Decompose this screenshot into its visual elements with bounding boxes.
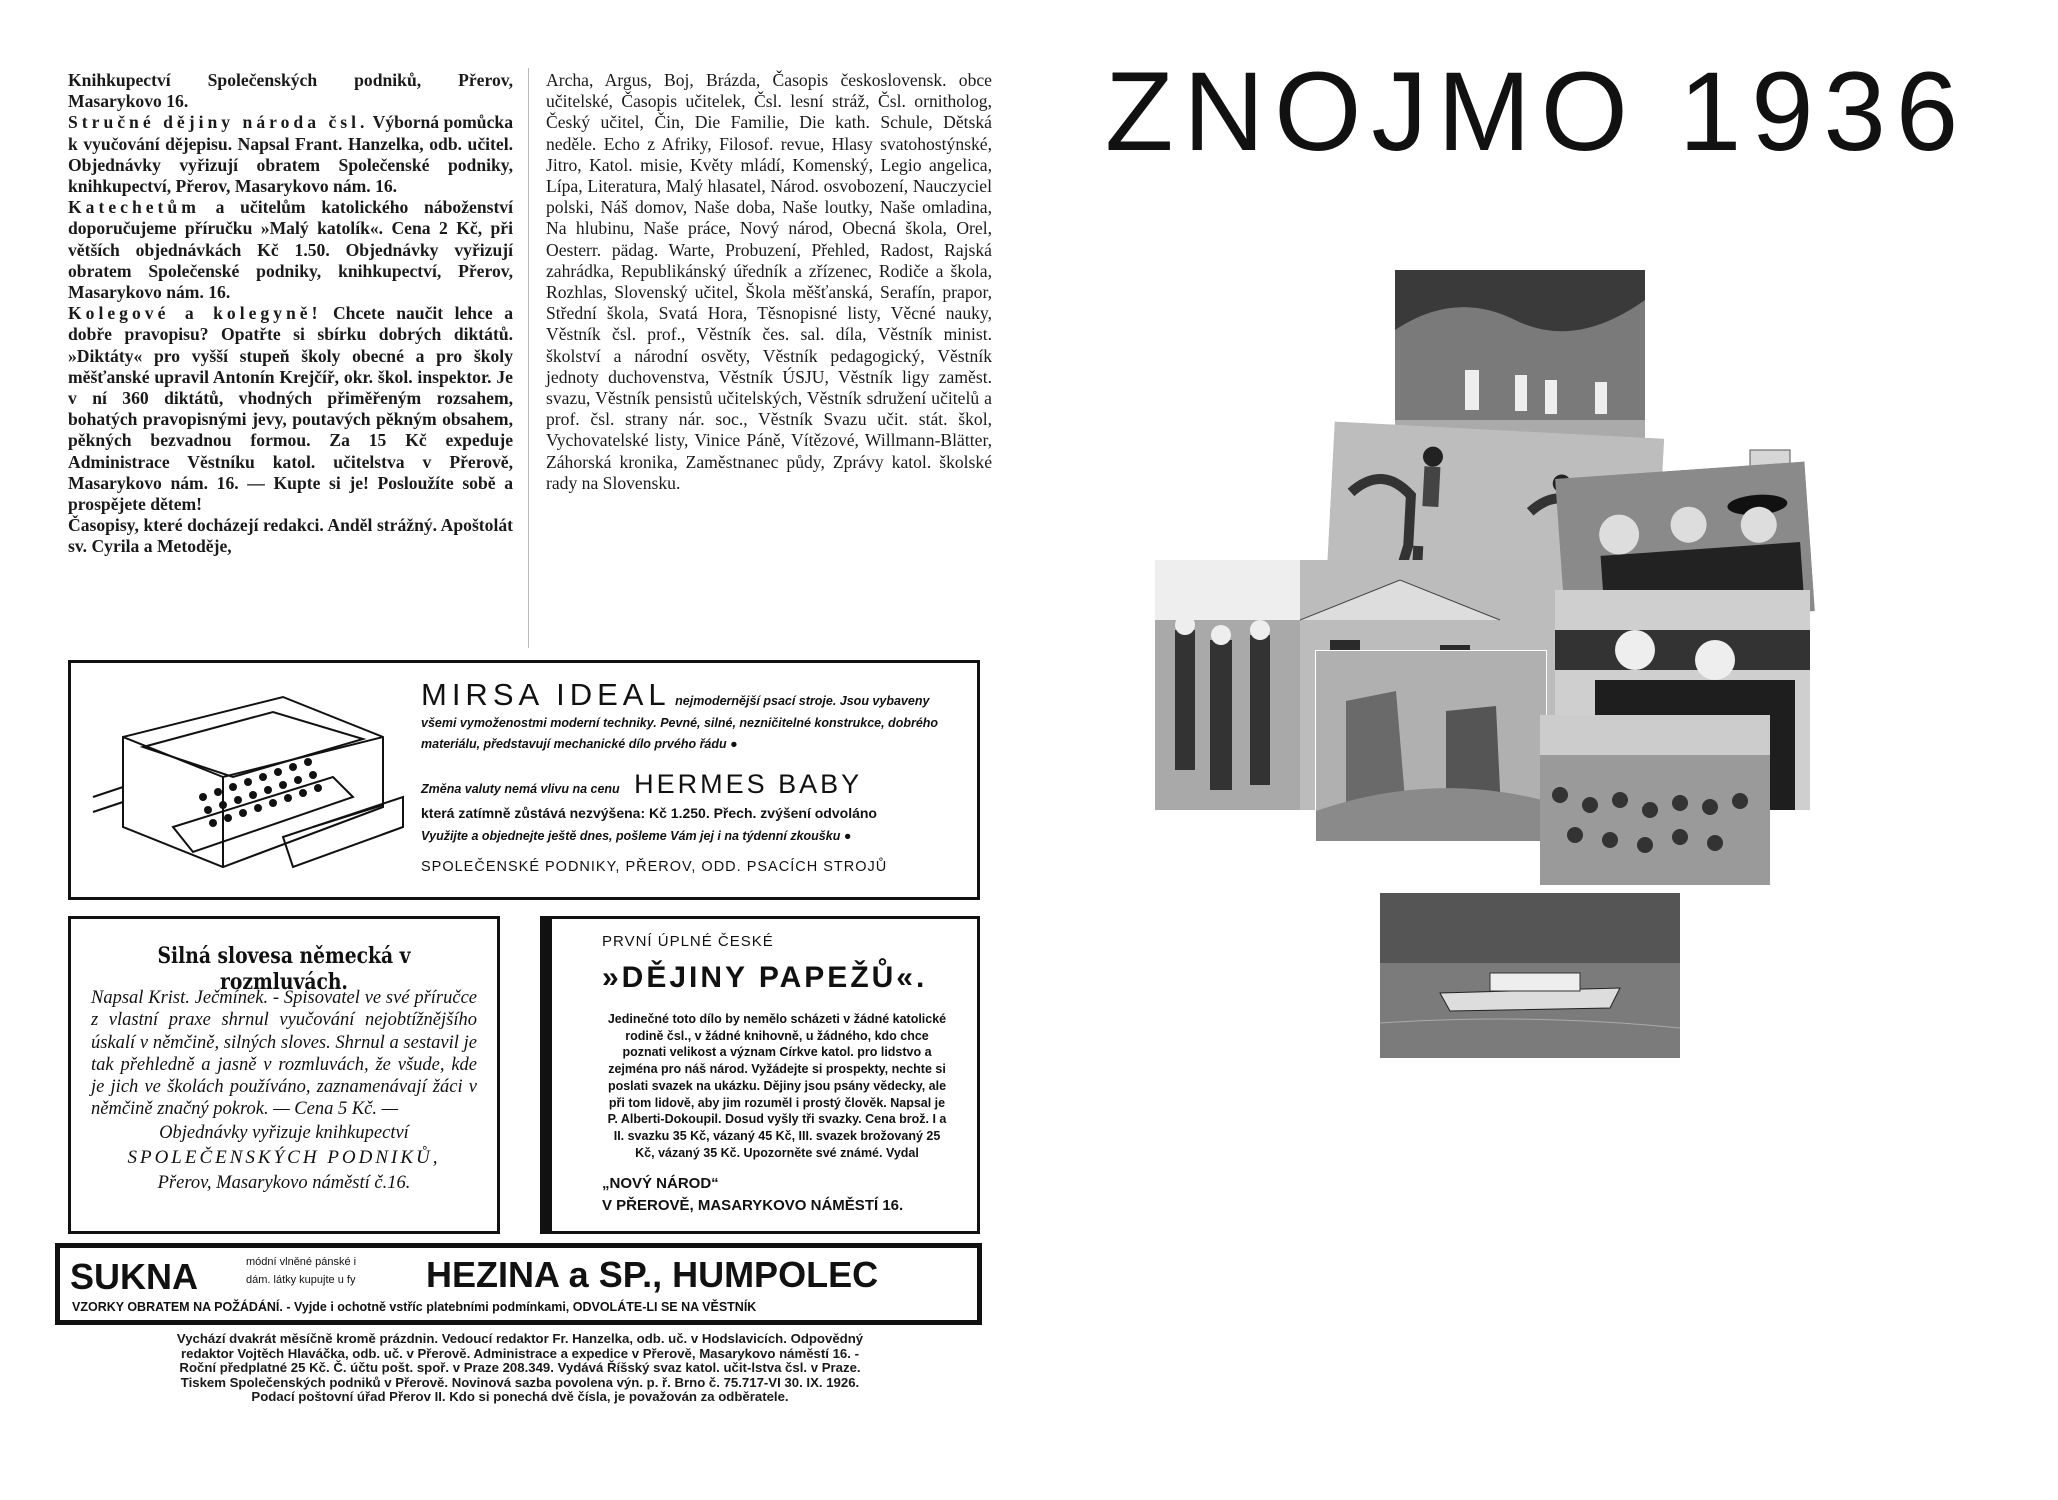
ad-silna-slovesa bbox=[68, 916, 500, 1234]
ad-dejiny-papezu bbox=[540, 916, 980, 1234]
imprint-line-5: Podací poštovní úřad Přerov II. Kdo si ponechá dvě čísla, je považován za odběratele. bbox=[251, 1389, 789, 1404]
photo-people-hillside bbox=[1395, 270, 1645, 442]
imprint bbox=[55, 1332, 985, 1405]
hermes-offer: Využijte a objednejte ještě dnes, pošleme Vám jej i na týdenní zkoušku ● bbox=[421, 829, 852, 843]
paragraph-periodicals: Archa, Argus, Boj, Brázda, Časopis československ. obce učitelské, Časopis učitelek, Čsl. lesní stráž, Čsl. ornitholog, Český učitel, Čin, Die Familie, Die kath. Schule, Dětská neděle. Echo z Afriky, Filosof. revue, Hlasy svatohostýnské, Jitro, Katol. misie, Květy mládí, Komenský, Legio angelica, Lípa, Literatura, Malý hlasatel, Národ. osvobození, Nauczyciel polski, Náš domov, Naše doba, Naše loutky, Naše omladina, Na hlubinu, Naše práce, Nový národ, Obecná škola, Orel, Oesterr. pädag. Warte, Probuzení, Přehled, Radost, Rajská zahrádka, Republikánský úředník a zřízenec, Rodiče a škola, Rozhlas, Slovenský učitel, Škola měšťanská, Serafín, prapor, Střední škola, Svatá Hora, Těsnopisné listy, Věcné nauky, Věstník čsl. prof., Věstník čes. sal. díla, Věstník minist. školství a národní osvěty, Věstník pedagogický, Věstník jednoty duchovenstva, Věstník ÚSJU, Věstník ligy zaměst. svazu, Věstník pensistů učitelských, Věstník sdružení učitelů a prof. čsl. strany nár. soc., Věstník Svazu učit. stát. škol, Vychovatelské listy, Vinice Páně, Vítězové, Willmann-Blätter, Záhorská kronika, Zaměstnanec půdy, Zprávy katol. školské rady na Slovensku. bbox=[546, 70, 992, 493]
photo-castle-ruins bbox=[1315, 650, 1547, 842]
body-katechetum: a učitelům katolického náboženství doporučujeme příručku »Malý katolík«. Cena 2 Kč, při větších objednávkách Kč 1.50. Objednávky vyřizují obratem Společenské podniky, knihkupectví, Přerov, Masarykovo nám. 16. bbox=[68, 197, 513, 303]
lead-kolegove: Kolegové a kolegyně! bbox=[68, 303, 322, 324]
imprint-line-2: redaktor Vojtěch Hlaváčka, odb. uč. v Přerově. Administrace a expedice v Přerově, Masarykovo náměstí 16. - bbox=[181, 1345, 859, 1361]
ad-sukna bbox=[55, 1243, 982, 1325]
lead-dejiny: Stručné dějiny národa čsl. bbox=[68, 112, 369, 133]
photo-outdoor-assembly bbox=[1540, 715, 1770, 885]
ad-mirsa-ideal bbox=[68, 660, 980, 900]
sukna-small-1: módní vlněné pánské i bbox=[246, 1256, 357, 1268]
papezu-address: V PŘEROVĚ, MASARYKOVO NÁMĚSTÍ 16. bbox=[602, 1197, 904, 1214]
sukna-firm: HEZINA a SP., HUMPOLEC bbox=[426, 1254, 879, 1295]
sukna-line-2: VZORKY OBRATEM NA POŽÁDÁNÍ. - Vyjde i ochotně vstříc platebními podmínkami, ODVOLÁTE-LI SE NA VĚSTNÍK bbox=[72, 1300, 757, 1314]
paragraph-casopisy: Časopisy, které docházejí redakci. Anděl strážný. Apoštolát sv. Cyrila a Metoděje, bbox=[68, 515, 513, 557]
lead-katechetum: Katechetům bbox=[68, 197, 200, 218]
mirsa-footer: SPOLEČENSKÉ PODNIKY, PŘEROV, ODD. PSACÍCH STROJŮ bbox=[421, 859, 888, 875]
paragraph-dejiny bbox=[68, 112, 513, 197]
znojmo-title: ZNOJMO 1936 bbox=[1105, 49, 1969, 174]
imprint-line-1: Vychází dvakrát měsíčně kromě prázdnin. Vedoucí redaktor Fr. Hanzelka, odb. uč. v Hodslavicích. Odpovědný bbox=[176, 1331, 864, 1346]
mirsa-heading-row bbox=[421, 677, 966, 755]
slovesa-title: Silná slovesa německá v rozmluvách. bbox=[157, 943, 411, 995]
paragraph-katechetum bbox=[68, 197, 513, 303]
body-dejiny: Výborná pomůcka k vyučování dějepisu. Napsal Frant. Hanzelka, odb. učitel. Objednávky vyřizují obratem Společenské podniky, knihkupectví, Přerov, Masarykovo nám. 16. bbox=[68, 112, 513, 197]
papezu-title: »DĚJINY PAPEŽŮ«. bbox=[602, 961, 928, 994]
body-diktaty: Chcete naučit lehce a dobře pravopisu? Opatřte si sbírku dobrých diktátů. »Diktáty« pro vyšší stupeň školy obecné a pro školy měšťanské upravil Antonín Krejčíř, okr. škol. inspektor. Je v ní 360 diktátů, vhodných přiměřeným rozsahem, bohatých pravopisnými jevy, poutavých pěkným obsahem, pěkných bezvadnou formou. Za 15 Kč expeduje Administrace Věstníku katol. učitelstva v Přerově, Masarykovo nám. 16. — Kupte si je! Posloužíte sobě a prospějete dětem! bbox=[68, 303, 513, 515]
papezu-pre: PRVNÍ ÚPLNÉ ČESKÉ bbox=[602, 933, 774, 950]
slovesa-body: Napsal Krist. Ječmínek. - Spisovatel ve své příručce z vlastní praxe shrnul vyučování nejobtížnějšího úskalí v němčině, silných sloves. Shrnul a sestavil je tak přehledně a jasně v rozmluvách, že všude, kde je jich ve školách používáno, zaznamenávají žáci v němčině značný pokrok. — Cena 5 Kč. — bbox=[91, 988, 477, 1120]
imprint-line-3: Roční předplatné 25 Kč. Č. účtu pošt. spoř. v Praze 208.349. Vydává Říšský svaz katol. učit-lstva čsl. v Praze. bbox=[179, 1360, 861, 1375]
paragraph-bookstore: Knihkupectví Společenských podniků, Přerov, Masarykovo 16. bbox=[68, 70, 513, 112]
papezu-publisher: „NOVÝ NÁROD“ bbox=[602, 1175, 719, 1192]
sukna-small-2: dám. látky kupujte u fy bbox=[246, 1274, 356, 1286]
photo-river-boat bbox=[1380, 893, 1680, 1058]
hermes-price: která zatímně zůstává nezvýšena: Kč 1.250. Přech. zvýšení odvoláno bbox=[421, 805, 877, 821]
mirsa-brand: MIRSA IDEAL bbox=[421, 677, 671, 712]
sukna-word: SUKNA bbox=[70, 1256, 199, 1297]
slovesa-address: Přerov, Masarykovo náměstí č.16. bbox=[157, 1173, 411, 1193]
photo-crowd-left bbox=[1155, 560, 1305, 810]
column-divider bbox=[528, 68, 529, 648]
imprint-line-4: Tiskem Společenských podniků v Přerově. Novinová sazba povolena výn. p. ř. Brno č. 75.717-VI 30. IX. 1926. bbox=[180, 1374, 860, 1390]
typewriter-illustration bbox=[83, 677, 413, 887]
mirsa-tagline: nejmodernější psací stroje. Jsou vybaveny všemi vymoženostmi moderní techniky. Pevné, silné, nezničitelné konstrukce, dobrého materiálu, představují mechanické dílo prvého řádu ● bbox=[421, 694, 939, 751]
hermes-row bbox=[421, 769, 966, 800]
hermes-brand: HERMES BABY bbox=[634, 769, 863, 799]
slovesa-order: Objednávky vyřizuje knihkupectví bbox=[159, 1123, 409, 1143]
hermes-note: Změna valuty nemá vlivu na cenu bbox=[421, 782, 620, 796]
text-column-right bbox=[546, 70, 992, 494]
paragraph-diktaty bbox=[68, 303, 513, 515]
text-column-left bbox=[68, 70, 513, 558]
papezu-body: Jedinečné toto dílo by nemělo scházeti v žádné katolické rodině čsl., v žádné knihovně, u žádného, kdo chce poznati velikost a význam Církve katol. pro lidstvo a zejména pro náš národ. Vyžádejte si prospekty, nechte si poslati svazek na ukázku. Dějiny jsou psány vědecky, ale při tom lidově, aby jim rozuměl i prostý člověk. Napsal je P. Alberti-Dokoupil. Dosud vyšly tři svazky. Cena brož. I a II. svazku 35 Kč, vázaný 45 Kč, III. svazek brožovaný 25 Kč, vázaný 35 Kč. Upozorněte své známé. Vydal bbox=[607, 1012, 947, 1160]
slovesa-publisher: SPOLEČENSKÝCH PODNIKŮ, bbox=[127, 1147, 441, 1168]
